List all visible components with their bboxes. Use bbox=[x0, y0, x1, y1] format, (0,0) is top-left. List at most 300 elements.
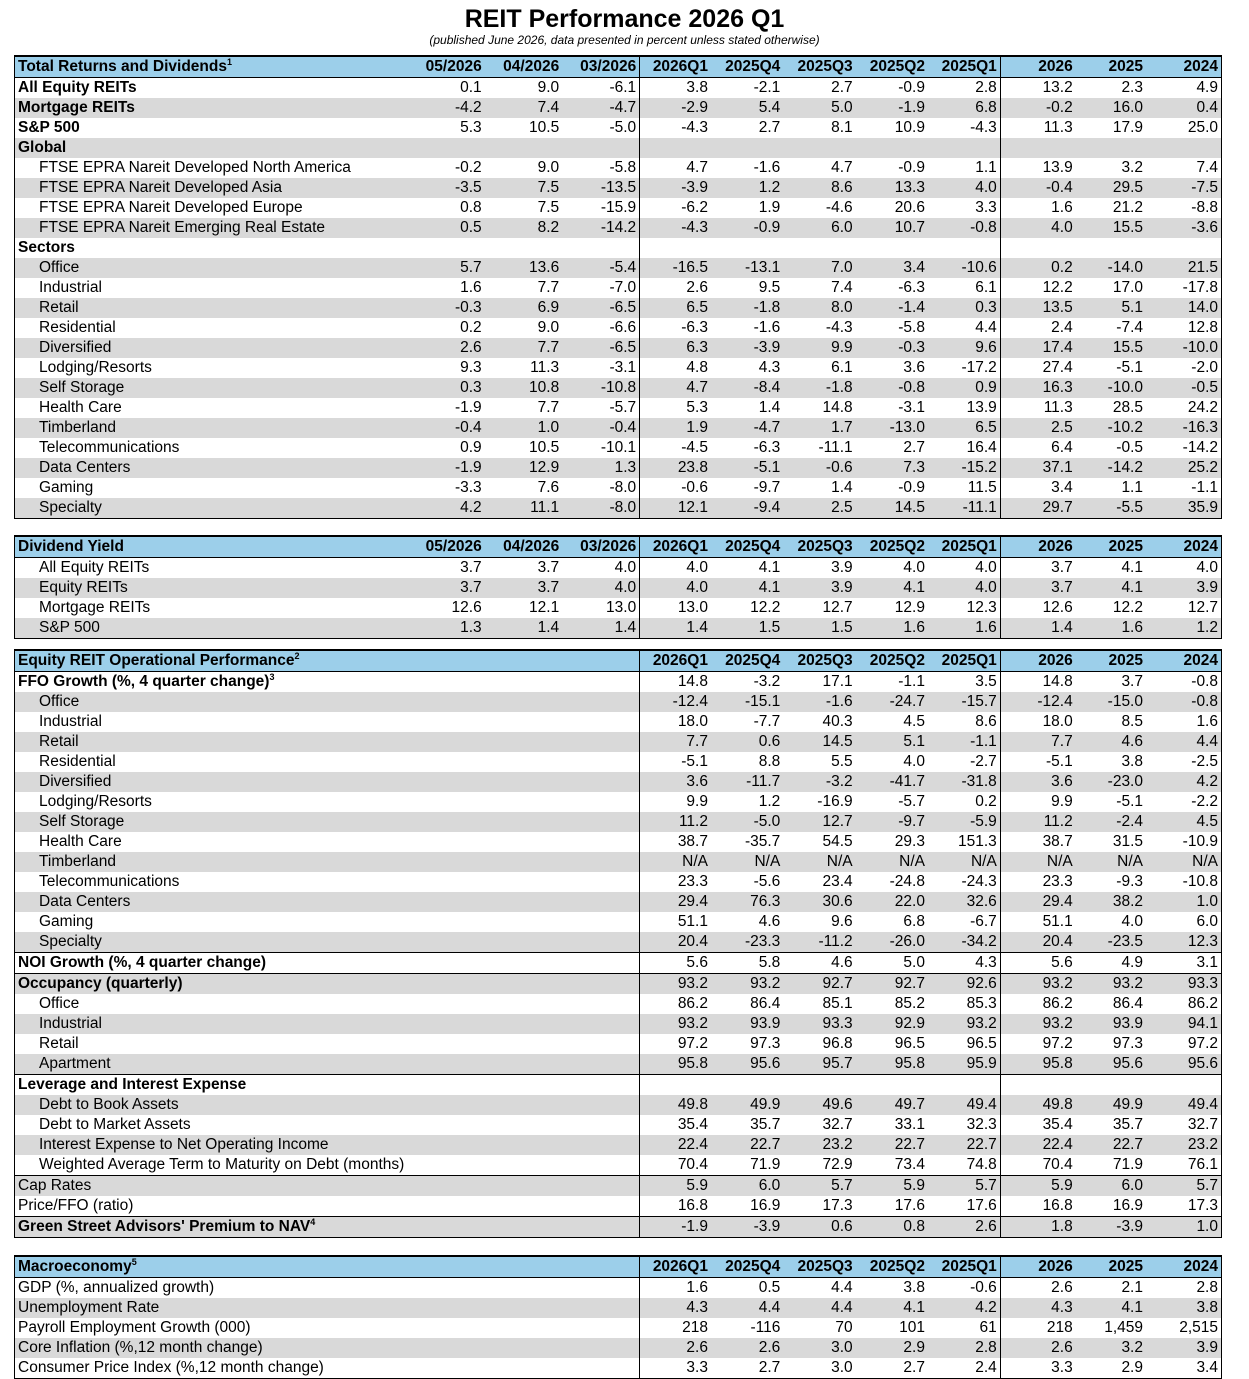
macroeconomy-table bbox=[14, 1255, 1222, 1379]
table-cell: 16.9 bbox=[1112, 1197, 1143, 1214]
table-cell bbox=[562, 672, 640, 693]
table-cell bbox=[711, 138, 783, 158]
table-cell: 49.8 bbox=[1000, 1095, 1075, 1115]
table-cell: 5.7 bbox=[407, 258, 485, 278]
section-title: Equity REIT Operational Performance bbox=[18, 652, 295, 669]
table-cell: 8.6 bbox=[783, 178, 855, 198]
table-cell bbox=[562, 752, 640, 772]
row-label-text: Lodging/Resorts bbox=[39, 793, 152, 810]
row-label bbox=[15, 338, 408, 358]
row-label-text: Apartment bbox=[39, 1055, 111, 1072]
column-header: 2025 bbox=[1076, 1256, 1146, 1278]
table-cell: 17.6 bbox=[894, 1197, 925, 1214]
table-cell bbox=[485, 932, 563, 953]
table-cell: -4.7 bbox=[562, 98, 640, 118]
section-header-row bbox=[15, 650, 1222, 672]
column-header: 2025Q1 bbox=[928, 536, 1000, 558]
table-cell: 95.6 bbox=[1146, 1054, 1222, 1075]
table-cell bbox=[562, 812, 640, 832]
table-cell bbox=[407, 953, 485, 974]
row-label-text: Health Care bbox=[39, 399, 122, 416]
table-cell: 4.0 bbox=[562, 558, 640, 579]
table-cell: 95.9 bbox=[928, 1054, 1000, 1075]
row-label bbox=[15, 812, 408, 832]
table-cell: 5.3 bbox=[460, 119, 482, 136]
table-cell: 29.3 bbox=[894, 833, 925, 850]
row-label bbox=[15, 178, 408, 198]
table-cell: 1.2 bbox=[758, 793, 781, 810]
column-header: 05/2026 bbox=[407, 536, 485, 558]
row-label bbox=[15, 772, 408, 792]
row-label bbox=[15, 1135, 408, 1155]
table-cell: 9.0 bbox=[537, 159, 560, 176]
table-cell: 3.8 bbox=[903, 1279, 925, 1296]
table-cell: 37.1 bbox=[1000, 458, 1075, 478]
table-cell: 8.6 bbox=[928, 712, 1000, 732]
table-cell: 93.2 bbox=[1076, 974, 1146, 995]
table-cell: -10.8 bbox=[562, 378, 640, 398]
table-cell: -4.3 bbox=[928, 118, 1000, 138]
table-cell: 12.9 bbox=[894, 599, 925, 616]
table-cell: 4.6 bbox=[1076, 732, 1146, 752]
table-cell bbox=[407, 1075, 485, 1096]
row-label bbox=[15, 1298, 408, 1318]
table-cell: 32.6 bbox=[928, 892, 1000, 912]
row-label-text: Specialty bbox=[39, 933, 102, 950]
table-cell: 9.0 bbox=[537, 79, 560, 96]
table-cell: 4.6 bbox=[783, 953, 855, 974]
table-cell: 4.1 bbox=[1121, 559, 1143, 576]
table-cell: 2.7 bbox=[831, 79, 853, 96]
table-cell bbox=[562, 932, 640, 953]
table-cell: -1.6 bbox=[783, 692, 855, 712]
table-cell: N/A bbox=[640, 852, 711, 872]
table-cell: 4.8 bbox=[686, 359, 708, 376]
table-cell: 76.3 bbox=[711, 892, 783, 912]
row-label-text: Interest Expense to Net Operating Income bbox=[39, 1136, 329, 1153]
table-cell: -15.9 bbox=[562, 198, 640, 218]
row-label-text: Unemployment Rate bbox=[18, 1299, 160, 1316]
table-cell: -5.4 bbox=[562, 258, 640, 278]
table-cell bbox=[640, 1075, 711, 1096]
table-cell: 3.7 bbox=[460, 559, 482, 576]
row-label bbox=[15, 458, 408, 478]
table-cell: 7.5 bbox=[485, 178, 563, 198]
table-cell: -0.4 bbox=[407, 418, 485, 438]
table-cell: 12.9 bbox=[485, 458, 563, 478]
table-cell: -8.8 bbox=[1146, 198, 1222, 218]
row-label-text: FTSE EPRA Nareit Developed Europe bbox=[39, 199, 303, 216]
table-cell bbox=[562, 1135, 640, 1155]
table-row-gaming bbox=[15, 912, 1222, 932]
table-cell: 96.5 bbox=[928, 1034, 1000, 1054]
table-cell bbox=[562, 1318, 640, 1338]
section-title: Dividend Yield bbox=[18, 538, 124, 555]
table-cell: -0.9 bbox=[711, 218, 783, 238]
table-cell: 4.0 bbox=[928, 558, 1000, 579]
row-label-text: Data Centers bbox=[39, 893, 131, 910]
table-cell bbox=[485, 1155, 563, 1176]
table-cell: 22.0 bbox=[856, 892, 928, 912]
table-cell: 5.8 bbox=[711, 953, 783, 974]
table-row-noi-growth-4-quarter-change bbox=[15, 953, 1222, 974]
table-row-sectors bbox=[15, 238, 1222, 258]
row-label bbox=[15, 618, 408, 639]
table-cell: 33.1 bbox=[894, 1116, 925, 1133]
table-cell: -0.4 bbox=[562, 418, 640, 438]
table-cell: 4.4 bbox=[711, 1298, 783, 1318]
row-label-text: Debt to Market Assets bbox=[39, 1116, 191, 1133]
row-label bbox=[15, 478, 408, 498]
operational-performance-table bbox=[14, 649, 1222, 1238]
table-cell: -5.1 bbox=[1116, 793, 1143, 810]
table-cell: 1.6 bbox=[856, 618, 928, 639]
table-cell: -5.0 bbox=[562, 118, 640, 138]
table-cell bbox=[485, 1217, 563, 1238]
row-label-text: Telecommunications bbox=[39, 439, 180, 456]
table-cell bbox=[562, 1278, 640, 1299]
table-cell: 2.7 bbox=[758, 119, 781, 136]
table-cell: 6.3 bbox=[640, 338, 711, 358]
table-cell: -1.6 bbox=[753, 319, 781, 336]
row-label-text: GDP (%, annualized growth) bbox=[18, 1279, 215, 1296]
table-cell bbox=[485, 892, 563, 912]
table-row-telecommunications bbox=[15, 872, 1222, 892]
table-cell bbox=[562, 792, 640, 812]
table-cell: 7.7 bbox=[537, 399, 560, 416]
table-cell bbox=[562, 712, 640, 732]
row-label bbox=[15, 298, 408, 318]
table-cell: 32.7 bbox=[822, 1116, 853, 1133]
table-cell: -8.4 bbox=[711, 378, 783, 398]
table-cell: -23.5 bbox=[1076, 932, 1146, 953]
column-header: 2025Q3 bbox=[783, 650, 855, 672]
table-cell: 2.3 bbox=[1121, 79, 1143, 96]
section-title: Macroeconomy bbox=[18, 1258, 132, 1275]
table-cell: 16.4 bbox=[928, 438, 1000, 458]
column-header: 2026 bbox=[1000, 1256, 1075, 1278]
table-cell: 6.0 bbox=[1146, 912, 1222, 932]
table-cell: 9.9 bbox=[783, 338, 855, 358]
table-cell: 13.9 bbox=[928, 398, 1000, 418]
table-cell: 20.6 bbox=[894, 199, 925, 216]
table-cell bbox=[407, 1217, 485, 1238]
column-header: 2026Q1 bbox=[640, 1256, 711, 1278]
table-row-specialty bbox=[15, 498, 1222, 519]
table-cell: 1.4 bbox=[485, 618, 563, 639]
table-cell: 9.3 bbox=[460, 359, 482, 376]
row-label bbox=[15, 278, 408, 298]
table-cell: 70 bbox=[835, 1319, 853, 1336]
table-cell: 0.5 bbox=[407, 218, 485, 238]
table-cell: 86.4 bbox=[750, 995, 781, 1012]
table-cell: 3.5 bbox=[928, 672, 1000, 693]
row-label bbox=[15, 98, 408, 118]
row-label bbox=[15, 1196, 408, 1217]
table-cell bbox=[407, 1034, 485, 1054]
row-label-text: Gaming bbox=[39, 479, 94, 496]
table-cell: 20.4 bbox=[640, 932, 711, 953]
table-cell: 13.0 bbox=[677, 599, 708, 616]
table-cell: 2.5 bbox=[1000, 418, 1075, 438]
table-cell: 2.6 bbox=[407, 338, 485, 358]
table-cell: 4.0 bbox=[640, 578, 711, 598]
row-label-text: Data Centers bbox=[39, 459, 131, 476]
table-row-diversified bbox=[15, 338, 1222, 358]
table-cell bbox=[485, 872, 563, 892]
table-cell: 4.1 bbox=[1076, 1298, 1146, 1318]
table-cell: 3.2 bbox=[1121, 159, 1143, 176]
table-cell: -116 bbox=[750, 1319, 781, 1336]
table-cell bbox=[1076, 1075, 1146, 1096]
table-cell: 4.4 bbox=[1146, 732, 1222, 752]
row-label-text: Lodging/Resorts bbox=[39, 359, 152, 376]
table-cell: 35.9 bbox=[1146, 498, 1222, 519]
table-cell: 35.4 bbox=[677, 1116, 708, 1133]
table-cell: 72.9 bbox=[822, 1156, 853, 1173]
table-cell: -11.7 bbox=[711, 772, 783, 792]
table-cell bbox=[485, 1298, 563, 1318]
table-cell: 7.7 bbox=[1000, 732, 1075, 752]
table-cell: -31.8 bbox=[928, 772, 1000, 792]
table-cell: -15.2 bbox=[928, 458, 1000, 478]
table-cell: 1.0 bbox=[1146, 1217, 1222, 1238]
table-cell: -1.9 bbox=[640, 1217, 711, 1238]
table-cell bbox=[928, 1075, 1000, 1096]
column-header: 2026Q1 bbox=[640, 650, 711, 672]
table-cell: 49.7 bbox=[856, 1095, 928, 1115]
column-header: 2025Q4 bbox=[711, 650, 783, 672]
column-header: 04/2026 bbox=[485, 536, 563, 558]
table-cell: 3.9 bbox=[1146, 1338, 1222, 1358]
table-row-s-p-500 bbox=[15, 118, 1222, 138]
table-cell: 8.8 bbox=[758, 753, 781, 770]
table-cell: 3.4 bbox=[1051, 479, 1073, 496]
column-header: 2025Q3 bbox=[783, 1256, 855, 1278]
table-cell: 6.1 bbox=[928, 278, 1000, 298]
table-cell: -16.3 bbox=[1146, 418, 1222, 438]
table-cell: 0.2 bbox=[460, 319, 482, 336]
table-cell: -0.6 bbox=[783, 458, 855, 478]
table-cell: 6.8 bbox=[928, 98, 1000, 118]
table-cell bbox=[562, 1054, 640, 1075]
table-cell: 9.9 bbox=[1051, 793, 1073, 810]
table-cell: -6.6 bbox=[562, 318, 640, 338]
table-row-self-storage bbox=[15, 812, 1222, 832]
table-cell: 2.6 bbox=[640, 1338, 711, 1358]
table-cell: 4.1 bbox=[1076, 578, 1146, 598]
table-cell: 97.3 bbox=[750, 1035, 781, 1052]
table-row-debt-to-market-assets bbox=[15, 1115, 1222, 1135]
table-cell: -2.7 bbox=[928, 752, 1000, 772]
table-cell: 95.8 bbox=[640, 1054, 711, 1075]
table-cell: 8.5 bbox=[1121, 713, 1143, 730]
table-cell: 97.2 bbox=[1146, 1034, 1222, 1054]
table-cell: 9.5 bbox=[758, 279, 781, 296]
table-cell: 4.1 bbox=[758, 559, 781, 576]
table-row-consumer-price-index-12-month-change bbox=[15, 1358, 1222, 1379]
table-row-data-centers bbox=[15, 458, 1222, 478]
table-cell: -5.7 bbox=[562, 398, 640, 418]
table-cell: 7.7 bbox=[537, 279, 560, 296]
row-label bbox=[15, 498, 408, 519]
table-cell: 10.7 bbox=[856, 218, 928, 238]
table-cell: -2.5 bbox=[1146, 752, 1222, 772]
row-label bbox=[15, 118, 408, 138]
row-label-text: Price/FFO (ratio) bbox=[18, 1197, 134, 1214]
table-cell bbox=[407, 974, 485, 995]
table-cell: 4.0 bbox=[928, 178, 1000, 198]
table-cell bbox=[928, 138, 1000, 158]
table-cell: N/A bbox=[1076, 852, 1146, 872]
table-cell bbox=[485, 1196, 563, 1217]
table-cell bbox=[485, 1176, 563, 1197]
table-cell: 31.5 bbox=[1112, 833, 1143, 850]
row-label bbox=[15, 852, 408, 872]
table-cell: 3.3 bbox=[1000, 1358, 1075, 1379]
table-cell: -10.1 bbox=[562, 438, 640, 458]
table-cell: 7.0 bbox=[783, 258, 855, 278]
table-cell: 1.1 bbox=[928, 158, 1000, 178]
footnote-marker: 2 bbox=[294, 651, 300, 661]
section-header-label bbox=[15, 1256, 408, 1278]
page-subtitle: (published June 2026, data presented in percent unless stated otherwise) bbox=[429, 33, 820, 47]
table-cell: -1.9 bbox=[856, 98, 928, 118]
table-cell: 17.3 bbox=[1146, 1196, 1222, 1217]
table-cell: -0.2 bbox=[1000, 98, 1075, 118]
table-cell: 1.0 bbox=[485, 418, 563, 438]
table-cell: -6.1 bbox=[562, 78, 640, 99]
table-cell: -6.3 bbox=[681, 319, 708, 336]
table-cell: 17.6 bbox=[928, 1196, 1000, 1217]
row-label-text: Mortgage REITs bbox=[18, 99, 135, 116]
table-cell: N/A bbox=[1146, 852, 1222, 872]
table-cell bbox=[485, 1054, 563, 1075]
table-cell: 23.3 bbox=[1042, 873, 1073, 890]
table-cell: 4.7 bbox=[831, 159, 853, 176]
table-cell: 3.0 bbox=[783, 1338, 855, 1358]
table-cell: 4.0 bbox=[1146, 558, 1222, 579]
table-cell: 3.7 bbox=[537, 559, 560, 576]
row-label-text: All Equity REITs bbox=[39, 559, 150, 576]
table-cell bbox=[485, 732, 563, 752]
table-cell bbox=[485, 672, 563, 693]
table-cell: 49.4 bbox=[1146, 1095, 1222, 1115]
table-cell bbox=[562, 238, 640, 258]
table-cell: 74.8 bbox=[928, 1155, 1000, 1176]
table-cell bbox=[562, 1176, 640, 1197]
table-cell: -1.1 bbox=[1146, 478, 1222, 498]
row-label-text: Retail bbox=[39, 299, 79, 316]
table-cell: 4.7 bbox=[640, 378, 711, 398]
table-cell: 2.7 bbox=[711, 1358, 783, 1379]
table-cell: -3.2 bbox=[783, 772, 855, 792]
table-cell bbox=[407, 1176, 485, 1197]
table-cell: 0.5 bbox=[758, 1279, 781, 1296]
table-cell: 2.6 bbox=[711, 1338, 783, 1358]
row-label bbox=[15, 258, 408, 278]
table-cell: 4.1 bbox=[856, 1298, 928, 1318]
table-cell: 7.6 bbox=[537, 479, 560, 496]
table-cell: 12.7 bbox=[822, 599, 853, 616]
column-header: 2025Q2 bbox=[856, 1256, 928, 1278]
table-cell: 14.0 bbox=[1146, 298, 1222, 318]
table-cell: 7.5 bbox=[537, 199, 560, 216]
table-cell bbox=[562, 852, 640, 872]
table-cell: -1.8 bbox=[711, 298, 783, 318]
table-cell bbox=[562, 772, 640, 792]
table-row-office bbox=[15, 994, 1222, 1014]
table-row-ftse-epra-nareit-developed-north-america bbox=[15, 158, 1222, 178]
row-label bbox=[15, 1278, 408, 1299]
table-cell bbox=[1000, 238, 1075, 258]
table-cell: -11.1 bbox=[818, 439, 853, 456]
table-cell bbox=[562, 872, 640, 892]
row-label bbox=[15, 792, 408, 812]
table-cell: -1.8 bbox=[783, 378, 855, 398]
table-cell: -0.9 bbox=[898, 479, 925, 496]
table-cell: 1.4 bbox=[562, 618, 640, 639]
table-cell: 4.3 bbox=[640, 1298, 711, 1318]
table-cell: -10.0 bbox=[1076, 378, 1146, 398]
row-label bbox=[15, 358, 408, 378]
column-header: 2024 bbox=[1146, 56, 1222, 78]
table-cell: 92.7 bbox=[856, 974, 928, 995]
table-cell: 29.5 bbox=[1076, 178, 1146, 198]
row-label bbox=[15, 672, 408, 693]
table-cell bbox=[562, 1014, 640, 1034]
table-cell bbox=[407, 692, 485, 712]
row-label-text: Equity REITs bbox=[39, 579, 128, 596]
table-cell: 92.6 bbox=[928, 974, 1000, 995]
table-cell: -15.1 bbox=[711, 692, 783, 712]
row-label-text: Industrial bbox=[39, 279, 102, 296]
table-cell: 18.0 bbox=[677, 713, 708, 730]
table-cell bbox=[485, 1358, 563, 1379]
row-label bbox=[15, 732, 408, 752]
table-cell bbox=[928, 238, 1000, 258]
table-cell: 16.8 bbox=[677, 1197, 708, 1214]
column-header: 2025Q1 bbox=[928, 650, 1000, 672]
table-cell: -8.0 bbox=[562, 498, 640, 519]
table-cell: 49.8 bbox=[640, 1095, 711, 1115]
row-label-text: FTSE EPRA Nareit Developed Asia bbox=[39, 179, 282, 196]
table-cell: -1.4 bbox=[856, 298, 928, 318]
table-cell bbox=[485, 1318, 563, 1338]
table-cell: -7.4 bbox=[1116, 319, 1143, 336]
table-cell: -5.9 bbox=[928, 812, 1000, 832]
row-label bbox=[15, 912, 408, 932]
table-cell: 11.1 bbox=[485, 498, 563, 519]
table-cell: -3.9 bbox=[711, 1217, 783, 1238]
column-header: 2025Q4 bbox=[711, 536, 783, 558]
table-cell: 11.3 bbox=[1043, 399, 1073, 416]
table-cell bbox=[1146, 1075, 1222, 1096]
table-cell: 5.7 bbox=[1146, 1176, 1222, 1197]
column-header: 2025Q2 bbox=[856, 56, 928, 78]
table-cell: 2,515 bbox=[1146, 1318, 1222, 1338]
row-label-text: Residential bbox=[39, 753, 116, 770]
table-row-lodging-resorts bbox=[15, 792, 1222, 812]
table-cell: 5.0 bbox=[856, 953, 928, 974]
table-cell: 49.9 bbox=[711, 1095, 783, 1115]
table-row-price-ffo-ratio bbox=[15, 1196, 1222, 1217]
table-cell: 1.6 bbox=[1051, 199, 1073, 216]
table-cell: 95.8 bbox=[856, 1054, 928, 1075]
table-cell: -3.9 bbox=[1076, 1217, 1146, 1238]
table-cell: -0.9 bbox=[898, 159, 925, 176]
row-label-text: Mortgage REITs bbox=[39, 599, 151, 616]
